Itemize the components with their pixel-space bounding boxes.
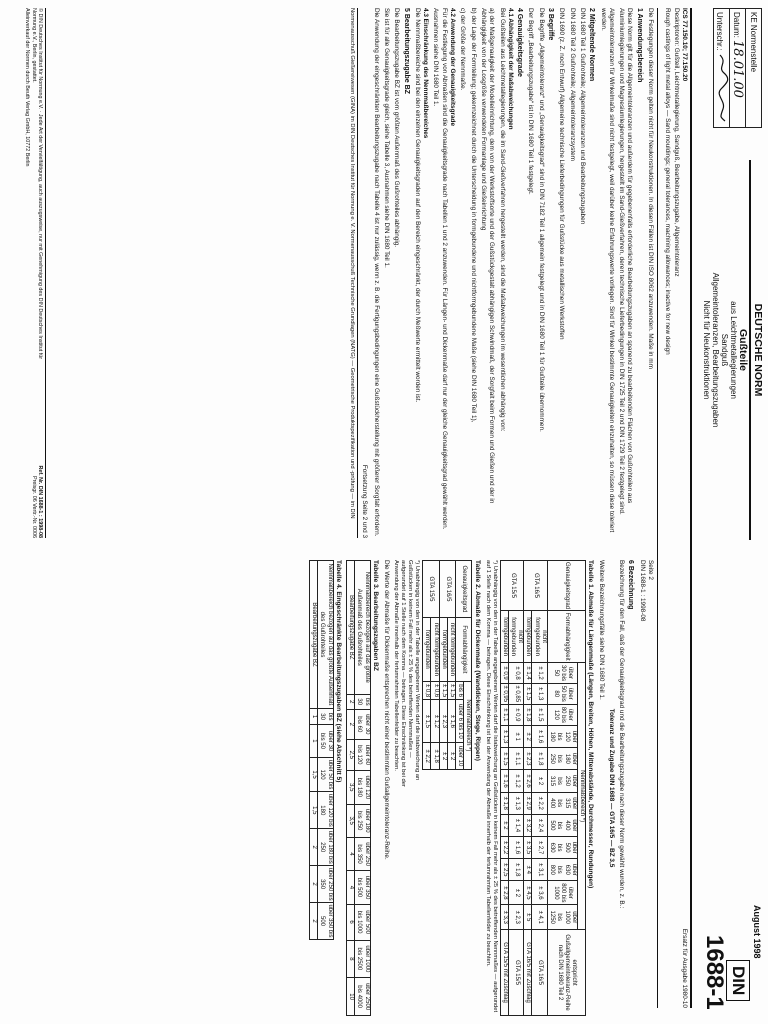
range-header: über 50 bis 120 <box>318 757 333 792</box>
value-cell: ± 1,4 <box>524 663 532 684</box>
range-header: über 30 bis 50 <box>547 663 577 684</box>
value-cell: ± 1,5 <box>447 681 455 700</box>
range-header: über 10 <box>455 743 463 770</box>
section-4-1-item-b: b) der Lage der Formteilung; gekennzeichnet durch die Unterscheidung in formgebundene und nichtformgebundene Maße (siehe DIN 1680 Teil 1), <box>469 8 477 423</box>
value-cell: 10 <box>346 978 354 1016</box>
value-cell: ± 0,8 <box>508 663 523 684</box>
page1-footer <box>23 8 46 538</box>
table-3-caption: Tabelle 3. Bearbeitungszugaben BZ <box>371 560 379 671</box>
grade-cell: GTA 15/5 <box>500 561 524 611</box>
value-cell: ± 1,8 <box>532 748 547 770</box>
receipt-stamp <box>713 8 762 128</box>
value-cell: 3,5 <box>346 771 354 804</box>
range-header: über 630 bis 800 <box>547 859 577 881</box>
value-cell: ± 1,5 <box>500 748 508 770</box>
section-6-text: Bezeichnung für den Fall, daß der Genauigkeitsgrad und die Bearbeitungszugabe nach dieser Norm gewählt wurden, z. B.: <box>618 560 626 909</box>
value-cell: 4 <box>346 837 354 870</box>
intro-text: Die Festlegungen dieser Norm gelten nicht für Neukonstruktionen. In diesen Fällen ist DIN ISO 8062 anzuwenden. Maße in mm <box>647 8 654 369</box>
value-cell: ± 1,5 <box>423 700 431 743</box>
range-header: über 180 bis 250 <box>319 830 333 864</box>
value-cell: ± 0,9 <box>500 663 508 684</box>
tolerance-title: Allgemeintoleranzen, Bearbeitungszugaben <box>711 272 721 428</box>
range-header: über 50 bis 80 <box>547 683 577 704</box>
value-cell: ± 2 <box>532 770 547 792</box>
section-3-text: Die Begriffe „Allgemeintoleranz“ und „Genauigkeitsgrad“ sind in DIN 7182 Teil 1 allgemein festgelegt und in DIN 1680 Teil 1 für Gußteile übernommen. <box>537 8 545 432</box>
more-designations: Weitere Bezeichnungsfälle siehe DIN 1680 Teil 1. <box>597 560 605 700</box>
value-cell: ± 3,2 <box>524 814 532 836</box>
value-cell: ± 0,85 <box>508 683 523 704</box>
not-for-new-design: Nicht für Neukonstruktionen <box>702 300 712 400</box>
footer-rule <box>45 8 46 538</box>
page2-body <box>309 560 654 1016</box>
range-header: über 2500 bis 4000 <box>355 978 370 1016</box>
ref-din-1680-1: DIN 1680 Teil 1 Gußrohteile; Allgemeintoleranzen und Bearbeitungszugaben <box>578 8 586 225</box>
range-header: über 80 bis 120 <box>547 704 577 725</box>
header-nominal-range: Nennmaßbereich bezogen auf das größte Außenmaß des Gußrohteiles <box>318 561 333 709</box>
range-header: über 30 bis 60 <box>355 709 370 739</box>
value-cell: 2 <box>346 694 354 709</box>
section-3-text-2: Der Begriff „Bearbeitungszugabe“ ist in DIN 1680 Teil 1 festgelegt. <box>527 8 535 195</box>
value-cell: ± 1 <box>508 726 523 748</box>
table-2-footnote: *) Unabhängig von den in der Tabelle angegebenen Werten darf die Istabweichung an Gußstücken in keinem Fall mehr als ± 25 % des betreffenden Nennmaßes — aufgerundet auf 1 Stelle nach dem Komma — betragen. Diese Einschränkung ist bei der Anwendung der Abmaße innerhalb der fertumrahmten Tabellenfelder zu beachten. <box>393 560 421 787</box>
form-cell: nicht formgebunden <box>508 611 523 663</box>
section-2-heading: 2 Mitgeltende Normen <box>588 8 596 82</box>
value-cell: ± 3,6 <box>532 881 547 905</box>
form-cell: formgebunden <box>423 617 431 681</box>
range-header: über 30 bis 50 <box>318 725 333 757</box>
committee-rule <box>357 8 358 538</box>
range-header: über 350 bis 500 <box>319 904 333 938</box>
value-cell: ± 0,9 <box>508 704 523 725</box>
value-cell: ± 1,6 <box>500 770 508 792</box>
table-row <box>447 561 455 770</box>
value-cell: ± 1,6 <box>508 837 523 859</box>
replacement-note: Ersatz für Ausgabe 1980-10 <box>681 928 688 1008</box>
din-logo: DIN <box>726 960 750 1001</box>
value-cell: ± 2,2 <box>532 792 547 814</box>
norm-label: DEUTSCHE NORM <box>752 303 764 397</box>
ics-code: ICS 77.150.10; 77.150.20 <box>681 8 688 82</box>
value-cell: ± 1,5 <box>439 681 447 700</box>
table-row <box>431 561 439 770</box>
form-cell: formgebunden <box>500 611 508 663</box>
header-nominal-range: Nennmaßbereich bezogen auf das größte Außenmaß des Gußrohteiles <box>355 561 370 695</box>
form-cell: nicht formgebunden <box>447 617 455 681</box>
value-cell: 1,5 <box>310 757 318 792</box>
value-cell: ± 1,8 <box>524 704 532 725</box>
issue-date: August 1998 <box>752 905 762 959</box>
table-1-footnote: *) Unabhängig von den in der Tabelle angegebenen Werten darf die Istabweichung an Gußstücken in keinem Fall mehr als ± 25 % des betreffenden Nennmaßes — aufgerundet auf 1 Stelle nach dem Komma — betragen. Diese Einschränkung ist bei der Anwendung der Abmaße innerhalb der fertumrahmten Tabellenfelder zu beachten. <box>484 560 498 1013</box>
form-cell: nicht formgebunden <box>431 617 439 681</box>
value-cell: 2 <box>310 903 318 940</box>
value-cell: ± 3,1 <box>532 859 547 881</box>
table-1-caption: Tabelle 1. Abmaße für Längenmaße (Längen, Breiten, Höhen, Mittenabstände, Durchmesser, Rundungen) <box>587 560 595 889</box>
section-4-1-item-a: a) der Maßgenauigkeit der Modelleinrichtung, dem von der Werkstoffsorte und der Gußstückgestalt abhängigen Schwindmaß, der Sorgfalt beim Formen und Gießen und der in Abhängigkeit von der Losgröße verwendeten Formanlage und Gießeinrichtung <box>479 8 496 504</box>
range-header: über 315 bis 400 <box>547 792 577 814</box>
stamp-date-value: 18.01.00 <box>730 40 745 98</box>
value-cell: 2,5 <box>346 739 354 771</box>
ref-din-1690: DIN 1690 (z. Z. noch Entwurf) Allgemeine technische Lieferbedingungen für Gußstücke aus metallischen Werkstoffen <box>558 8 566 340</box>
range-header: über 250 bis 350 <box>319 867 333 901</box>
value-cell: 2 <box>346 709 354 739</box>
value-cell: 4 <box>346 871 354 904</box>
value-cell: ± 1,1 <box>508 748 523 770</box>
value-cell: ± 1,6 <box>532 726 547 748</box>
din-number: 1688-1 <box>701 935 728 1010</box>
table-row <box>346 561 354 1016</box>
value-cell: ± 1,2 <box>431 700 439 743</box>
range-header: über 120 bis 180 <box>547 726 577 748</box>
value-cell: ± 1,8 <box>431 743 439 770</box>
value-cell: ± 3,5 <box>524 837 532 859</box>
value-cell: ± 1,3 <box>500 726 508 748</box>
range-header: über 180 bis 250 <box>355 804 370 837</box>
range-header: über 120 bis 180 <box>355 771 370 804</box>
section-5-text-2: Sie ist für alle Genauigkeitsgrade gleich, siehe Tabelle 3, Ausnahmen siehe DIN 1680 Teil 1. <box>382 8 390 268</box>
stamp-date-row: Datum: 18.01.00 <box>729 9 745 127</box>
value-cell: ± 2 <box>439 743 447 770</box>
header-accuracy-grade: Genauigkeitsgrad <box>547 561 585 611</box>
value-cell: ± 1,8 <box>508 859 523 881</box>
table-row <box>532 561 547 1016</box>
header-rule <box>691 8 693 1008</box>
header-form-dependency: Formabhängigkeit <box>547 611 585 663</box>
value-cell: ± 1,3 <box>532 683 547 704</box>
range-header: über 6 bis 10 <box>455 700 463 743</box>
range-header: über 500 bis 1000 <box>355 904 370 940</box>
section-5-heading: 5 Bearbeitungszugabe BZ <box>402 8 410 94</box>
committee-text: Normenausschuß Gießereiwesen (GINA) im DIN Deutsches Institut für Normung e. V. Normenausschuß Technische Grundlagen (NATG) — Geometrische Produktspezifikation und -prüfung — im DIN <box>349 8 356 519</box>
form-cell: nicht formgebunden <box>532 611 547 663</box>
value-cell: ± 1,3 <box>508 792 523 814</box>
value-cell: ± 2,4 <box>532 814 547 836</box>
grade-cell: GTA 16/5 <box>439 561 455 618</box>
range-header: über 120 bis 180 <box>319 793 333 827</box>
value-cell: ± 2,5 <box>500 859 508 881</box>
range-header: über 800 bis 1000 <box>547 881 577 905</box>
value-cell: ± 1,8 <box>500 792 508 814</box>
value-cell: ± 1,2 <box>508 770 523 792</box>
value-cell: ± 2 <box>508 881 523 905</box>
table-row <box>500 561 508 1016</box>
section-1-heading: 1 Anwendungsbereich <box>635 8 643 83</box>
range-header: über 1000 bis 1250 <box>547 905 577 930</box>
section-4-1-heading: 4.1 Abhängigkeit der Maßabweichungen <box>506 8 514 130</box>
value-cell: ± 2,3 <box>508 905 523 930</box>
header-corresponds: entspricht Gußallgemeintoleranz-Reihe nach DIN 1680 Teil 2 <box>547 930 585 1016</box>
range-header: bis 30 <box>318 709 333 725</box>
table-range-row <box>355 561 370 1016</box>
table-2-thickness-tolerances <box>422 560 472 770</box>
section-4-1-text: Bei Gußteilen aus Leichtmetallegierungen, die im Sand-Gießverfahren hergestellt werden, sind die Maßabweichungen im wesentlichen abhängig von: <box>498 8 506 432</box>
value-cell: ± 2,8 <box>500 881 508 905</box>
price-group: Preisgr. 06 Vertr.-Nr. 0006 <box>30 475 37 538</box>
value-cell: ± 2 <box>524 726 532 748</box>
value-cell: ± 2,7 <box>532 837 547 859</box>
table-1-length-tolerances <box>500 560 586 1016</box>
copyright-text: © DIN Deutsches Institut für Normung e.V. · Jede Art der Vervielfältigung, auch auszugsweise, nur mit Genehmigung des DIN Deutsches Institut für Normung e.V., Berlin, gestattet. <box>30 8 44 360</box>
value-cell: ± 0,8 <box>423 681 431 700</box>
section-5-text-3: Die Anwendung der eingeschränkten Bearbeitungszugabe nach Tabelle 4 ist nur zulässig, wenn z. B. die Fertigungsbedingungen eine Gußstückherstellung mit größerer Sorgfalt erfordern. <box>372 8 380 537</box>
range-header: bis 30 <box>355 694 370 709</box>
page1-body <box>346 8 654 538</box>
section-4-3-text: Die Nennmaßbereiche sind bei den einzelnen Genauigkeitsgraden auf den Bereich eingeschränkt, der durch Meßwerte ermittelt worden ist. <box>413 8 421 403</box>
section-4-3-heading: 4.3 Einschränkung des Nennmaßbereiches <box>422 8 430 139</box>
value-cell: ± 2,2 <box>423 743 431 770</box>
header-nominal-range: Nennmaßbereich *) <box>464 681 472 769</box>
table-range-row <box>318 561 333 940</box>
table-row <box>508 561 523 1016</box>
value-cell: ± 5 <box>524 905 532 930</box>
table-4-restricted-allowances <box>309 560 334 940</box>
section-1-text-2: Allgemeintoleranzen für Winkelmaße sind nicht festgelegt, weil darüber keine Erfahrungswerte vorliegen. Sind für Winkel bestimmte Genauigkeiten einzuhalten, so müssen diese toleriert werden. <box>599 8 615 533</box>
value-cell: ± 1,5 <box>532 704 547 725</box>
value-cell: ± 3,3 <box>500 905 508 930</box>
page2-number: Seite 2 <box>647 560 654 580</box>
distribution-text: Alleinverkauf der Normen durch Beuth Verlag GmbH, 10772 Berlin <box>24 8 31 167</box>
row-label: Bearbeitungszugabe BZ <box>346 561 354 695</box>
title-rule <box>750 160 752 540</box>
page2-ref: DIN 1688-1 : 1998-08 <box>638 560 646 622</box>
value-cell: ± 1,1 <box>500 704 508 725</box>
subject-title: Gußteile <box>737 328 750 371</box>
value-cell: ± 2,3 <box>439 700 447 743</box>
corresponds-cell: GTA 16/5 mit Zuschlag <box>524 930 532 1016</box>
value-cell: ± 1,6 <box>447 700 455 743</box>
range-header: über 400 bis 500 <box>547 814 577 836</box>
value-cell: ± 2,6 <box>524 770 532 792</box>
section-3-heading: 3 Begriffe <box>547 8 555 41</box>
descriptors: Deskriptoren: Gußteil, Leichtmetallegierung, Sandguß, Bearbeitungszugabe, Allgemeintoleranz <box>672 8 680 277</box>
value-cell: ± 2,2 <box>500 837 508 859</box>
value-cell: ± 0,6 <box>431 681 439 700</box>
range-header: über 500 bis 630 <box>547 837 577 859</box>
corresponds-cell: GTA 16/5 <box>532 930 547 1016</box>
table-2-caption: Tabelle 2. Abmaße für Dickenmaße (Wanddicken, Stege, Rippen) <box>473 560 481 761</box>
stamp-org: KE Normenstelle <box>745 9 761 127</box>
grade-cell: GTA 16/5 <box>524 561 548 611</box>
table-row <box>310 561 318 940</box>
table-3-machining-allowances <box>346 560 371 1016</box>
value-cell: 1 <box>310 725 318 757</box>
reference-number: Ref. Nr. DIN 1688-1 : 1998-08 <box>37 465 44 538</box>
handwritten-signature <box>717 53 729 123</box>
range-header: über 180 bis 250 <box>547 748 577 770</box>
section-6-heading: 6 Bezeichnung <box>627 560 635 610</box>
value-cell: ± 2 <box>447 743 455 770</box>
range-header: bis 6 <box>455 681 463 700</box>
section-1-text: Diese Norm gilt für die Allgemeintoleranzen und außerdem für gegebenenfalls erforderliche Bearbeitungszugaben an spanend zu bearbeitenden Flächen von Gußrohteilen aus Aluminiumlegierungen und Magnesiumlegierungen, hergestellt im Sand-Gießverfahren, deren technische Lieferbedingungen in DIN 1725 Teil 2 und DIN 1729 Teil 2 festgelegt sind. <box>618 8 634 515</box>
value-cell: ± 2 <box>500 814 508 836</box>
process-title: Sandguß <box>720 333 730 367</box>
range-header: über 250 bis 315 <box>547 770 577 792</box>
continuation-note: Fortsetzung Seite 2 und 3 <box>361 464 369 538</box>
ics-rule <box>657 8 658 1008</box>
value-cell: 2 <box>310 866 318 903</box>
section-4-heading: 4 Genauigkeitsgrade <box>516 8 524 77</box>
section-4-1-item-c: c) der Größe der Nennmaße. <box>459 8 467 91</box>
grade-cell: GTA 15/5 <box>423 561 439 618</box>
range-header: über 350 bis 500 <box>355 871 370 904</box>
value-cell: 8 <box>346 940 354 978</box>
value-cell: 3,5 <box>346 804 354 837</box>
stamp-signature-row: Unterschr.: <box>714 9 729 127</box>
section-4-2-heading: 4.2 Anwendung der Genauigkeitsgrade <box>449 8 457 127</box>
value-cell: ± 2,9 <box>524 792 532 814</box>
value-cell: 2 <box>310 829 318 866</box>
value-cell: ± 1,5 <box>524 683 532 704</box>
value-cell: 6 <box>346 904 354 940</box>
value-cell: ± 4,1 <box>532 905 547 930</box>
header-accuracy-grade: Genauigkeitsgrad <box>455 561 471 618</box>
value-cell: ± 4 <box>524 859 532 881</box>
header-form-dependency: Formabhängigkeit <box>455 617 471 681</box>
ics-block <box>663 8 688 1008</box>
value-cell: 1 <box>310 709 318 725</box>
value-cell: 1,5 <box>310 792 318 829</box>
section-5-text: Die Bearbeitungszugabe BZ ist vom größten Außenmaß des Gußrohteiles abhängig. <box>393 8 401 248</box>
range-header: über 250 bis 350 <box>355 837 370 870</box>
designation-example: Toleranz und Zugabe DIN 1688 — GTA 16/5 — BZ 3,5 <box>607 708 615 868</box>
value-cell: ± 0,95 <box>500 683 508 704</box>
document-title-block <box>703 160 763 540</box>
table-header-row <box>464 561 472 770</box>
corresponds-cell: GTA 15/5 <box>508 930 523 1016</box>
corresponds-cell: GTA 15/5 mit Zuschlag <box>500 930 508 1016</box>
range-header: über 1000 bis 2500 <box>355 940 370 978</box>
table-row <box>524 561 532 1016</box>
value-cell: ± 1,4 <box>508 814 523 836</box>
form-cell: formgebunden <box>439 617 447 681</box>
ref-din-1680-2: DIN 1680 Teil 2 Gußrohteile; Allgemeintoleranzsystem <box>568 8 576 161</box>
value-cell: ± 2,3 <box>524 748 532 770</box>
english-title: Rough castings of light metal alloys — Sand mouldings; general tolerances, machining allowances; inactive for new design <box>664 8 672 355</box>
value-cell: ± 4,5 <box>524 881 532 905</box>
row-label: Bearbeitungszugabe BZ <box>310 561 318 709</box>
section-4-2-text: Für die Festlegung von Abmaßen sind die Genauigkeitsgrade nach Tabellen 1 und 2 anzuwenden. Für Längen- und Dickenmaße darf nur der gleiche Genauigkeitsgrad gewählt werden. Ausnahmen siehe DIN 1680 Teil 1. <box>432 8 448 530</box>
range-header: über 60 bis 120 <box>355 739 370 771</box>
value-cell: ± 1,2 <box>532 663 547 684</box>
form-cell: formgebunden <box>524 611 532 663</box>
table-2-remark: Die Werte der Abmaße für Dickenmaße entsprechen nicht einer bestimmten Gußallgemeintoleranz-Reihe. <box>383 560 391 860</box>
header-nominal-range: Nennmaßbereich *) <box>577 663 585 930</box>
table-header-row <box>577 561 585 1016</box>
table-4-caption: Tabelle 4. Eingeschränkte Bearbeitungszugaben BZ (siehe Abschnitt 5) <box>334 560 342 783</box>
subject-subtitle: aus Leichtmetallegierungen <box>729 301 739 399</box>
